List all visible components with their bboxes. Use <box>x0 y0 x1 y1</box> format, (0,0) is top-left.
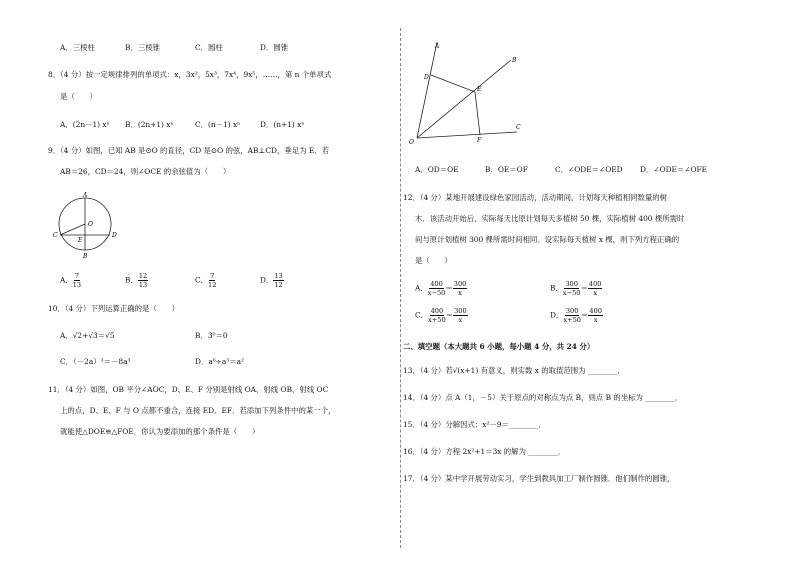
q9-stem-line2: AB＝26，CD＝24，则∠OCE 的余弦值为（ ） <box>60 167 231 176</box>
q12-option-b: B． $\frac{300}{x-50}$ ＝ $\frac{400}{x}$ <box>550 280 602 297</box>
q7-option-a: A．三棱柱 <box>60 43 95 52</box>
q12-stem-line4: 是（ ） <box>415 256 452 265</box>
q9-circle-figure <box>52 190 132 262</box>
q13-stem: 13．（4 分）若√(x+1) 有意义，则实数 x 的取值范围为 ________． <box>403 366 625 375</box>
q12-option-a: A． $\frac{400}{x-50}$ ＝ $\frac{300}{x}$ <box>415 280 467 297</box>
q11-option-c: C．∠ODE＝∠OED <box>555 165 623 174</box>
q8-option-d: D．(n+1) xⁿ <box>260 120 305 129</box>
label-o: O <box>409 139 414 146</box>
label-f: F <box>477 137 482 144</box>
label-a: A <box>435 43 440 50</box>
q9-option-c: C． $\frac{7}{12}$ <box>195 272 217 289</box>
q12-stem-line2: 木．该活动开始后，实际每天比原计划每天多植树 50 棵，实际植树 400 棵所需时 <box>415 214 685 223</box>
label-e: E <box>477 86 482 93</box>
q9-stem-line1: 9．（4 分）如图，已知 AB 是⊙O 的直径，CD 是⊙O 的弦，AB⊥CD，垂足为 E．若 <box>48 146 330 155</box>
q12-option-d: D． $\frac{300}{x+50}$ ＝ $\frac{400}{x}$ <box>550 307 602 324</box>
q8-option-c: C．(n－1) xⁿ <box>195 120 241 129</box>
q11-option-a: A．OD＝OE <box>415 165 459 174</box>
q10-option-b: B．3⁰＝0 <box>195 331 228 340</box>
q11-stem-line1: 11．（4 分）如图，OB 平分∠AOC，D、E、F 分别是射线 OA、射线 OB、射线 OC <box>48 385 329 394</box>
label-b: B <box>83 253 88 260</box>
q7-option-c: C．圆柱 <box>195 43 223 52</box>
q11-stem-line2: 上的点，D、E、F 与 O 点都不重合，连接 ED、EF．若添加下列条件中的某一个， <box>60 406 336 415</box>
q10-option-d: D．a⁶÷a³＝a² <box>195 357 245 366</box>
label-d: D <box>112 232 117 239</box>
q12-stem-line1: 12．（4 分）某地开展建设绿色家园活动，活动期间，计划每天种植相同数量的树 <box>403 193 668 202</box>
q15-stem: 15．（4 分）分解因式：x²－9＝________． <box>403 420 546 429</box>
q12-stem-line3: 间与原计划植树 300 棵所需时间相同．设实际每天植树 x 棵，则下列方程正确的 <box>415 235 680 244</box>
label-o: O <box>88 221 93 228</box>
q10-stem: 10．（4 分）下列运算正确的是（ ） <box>48 304 180 313</box>
label-b: B <box>512 57 517 64</box>
label-e: E <box>78 237 83 244</box>
column-divider <box>400 28 401 548</box>
segment-oc <box>60 224 85 235</box>
q9-option-b: B． $\frac{12}{13}$ <box>125 272 148 289</box>
q7-option-d: D．圆锥 <box>260 43 289 52</box>
q17-stem: 17．（4 分）某中学开展劳动实习，学生到教具加工厂制作圆锥．他们制作的圆锥， <box>403 474 675 483</box>
q16-stem: 16．（4 分）方程 2x²+1＝3x 的解为 ________． <box>403 447 566 456</box>
q8-option-b: B．(2n+1) xⁿ <box>125 120 174 129</box>
segment-ef <box>475 92 480 135</box>
q14-stem: 14．（4 分）点 A（1，－5）关于原点的对称点为点 B，则点 B 的坐标为 ________． <box>403 393 683 402</box>
q11-option-b: B．OE＝OF <box>485 165 528 174</box>
label-c: C <box>516 124 521 131</box>
label-a: A <box>83 192 88 199</box>
label-c: C <box>53 232 58 239</box>
q11-stem-line3: 就能使△DOE≌△FOE．你认为要添加的那个条件是（ ） <box>60 427 260 436</box>
q8-stem-line1: 8．（4 分）按一定规律排列的单项式：x，3x²，5x³，7x⁴，9x⁵，……，第 n 个单项式 <box>48 70 332 79</box>
ray-oc <box>417 132 517 138</box>
q8-stem-line2: 是（ ） <box>60 92 97 101</box>
q12-option-c: C． $\frac{400}{x+50}$ ＝ $\frac{300}{x}$ <box>415 307 467 324</box>
q10-option-c: C．（－2a）³＝－8a³ <box>60 357 131 366</box>
section2-heading: 二、填空题（本大题共 6 小题，每小题 4 分，共 24 分） <box>403 342 595 351</box>
q11-angle-figure <box>409 38 529 150</box>
q10-option-a: A．√2+√3＝√5 <box>60 331 115 340</box>
q9-option-a: A． $\frac{7}{13}$ <box>60 272 82 289</box>
q11-option-d: D．∠ODE＝∠OFE <box>640 165 708 174</box>
q7-option-b: B．三棱锥 <box>125 43 160 52</box>
q8-option-a: A．(2n－1) xⁿ <box>60 120 110 129</box>
label-d: D <box>424 74 429 81</box>
q9-option-d: D． $\frac{13}{12}$ <box>260 272 283 289</box>
segment-de <box>431 75 475 92</box>
